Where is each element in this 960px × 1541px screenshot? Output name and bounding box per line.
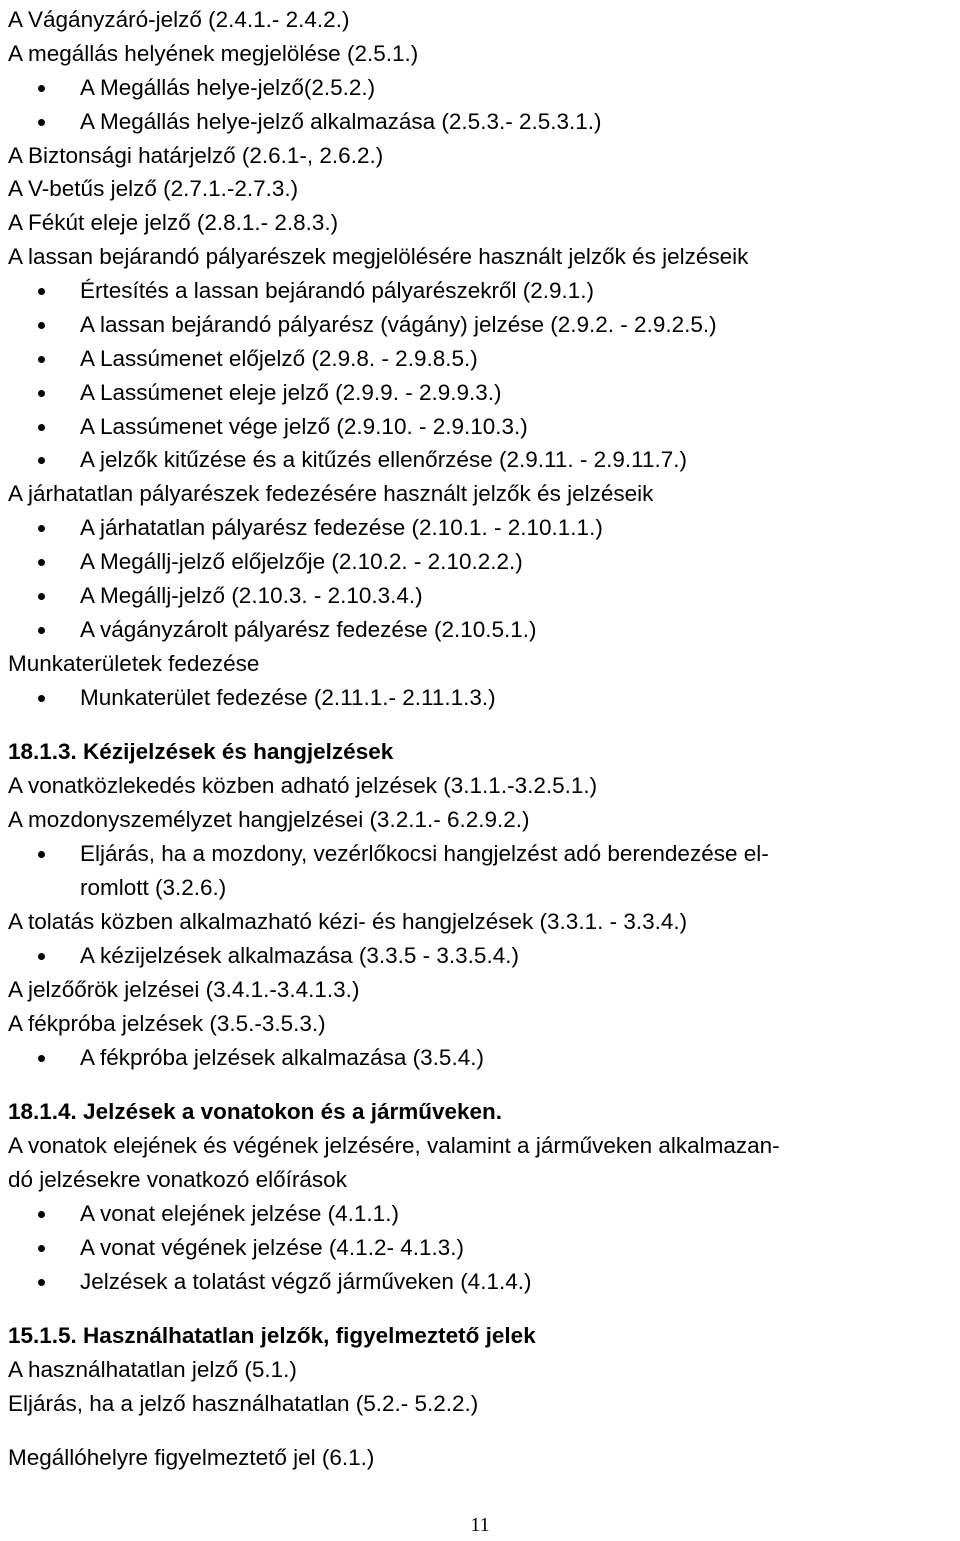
bullet-dot-icon [38,356,45,363]
line-text: Munkaterületek fedezése [8,651,260,676]
text-line [8,1441,952,1475]
bullet-dot-icon [38,424,45,431]
text-line [8,37,952,71]
line-text: A Megállás helye-jelző alkalmazása (2.5.3.- 2.5.3.1.) [80,109,602,134]
line-text: A vonatok elejének és végének jelzésére, valamint a járműveken alkalmazan- [8,1133,780,1158]
line-text: A vágányzárolt pályarész fedezése (2.10.5.1.) [80,617,537,642]
bullet-dot-icon [38,119,45,126]
line-text: 18.1.4. Jelzések a vonatokon és a járműveken. [8,1099,503,1124]
line-text: A fékpróba jelzések alkalmazása (3.5.4.) [80,1045,484,1070]
bullet-dot-icon [38,627,45,634]
text-line [8,905,952,939]
list-item [80,71,952,105]
text-line [8,1353,952,1387]
line-text: Eljárás, ha a jelző használhatatlan (5.2.- 5.2.2.) [8,1391,479,1416]
bullet-dot-icon [38,1279,45,1286]
line-text: A mozdonyszemélyzet hangjelzései (3.2.1.- 6.2.9.2.) [8,807,530,832]
text-line [8,769,952,803]
section-heading [8,1095,952,1129]
bullet-dot-icon [38,525,45,532]
bullet-dot-icon [38,288,45,295]
list-item [80,274,952,308]
bullet-dot-icon [38,953,45,960]
line-text: A járhatatlan pályarész fedezése (2.10.1. - 2.10.1.1.) [80,515,603,540]
line-text: A Lassúmenet eleje jelző (2.9.9. - 2.9.9.3.) [80,380,502,405]
text-line [8,1163,952,1197]
line-text: A vonat végének jelzése (4.1.2- 4.1.3.) [80,1235,464,1260]
line-text: A megállás helyének megjelölése (2.5.1.) [8,41,419,66]
list-item [80,939,952,973]
list-item [80,681,952,715]
line-text: Megállóhelyre figyelmeztető jel (6.1.) [8,1445,375,1470]
line-text: Munkaterület fedezése (2.11.1.- 2.11.1.3.) [80,685,496,710]
text-line [8,240,952,274]
list-item [80,579,952,613]
line-text: A Vágányzáró-jelző (2.4.1.- 2.4.2.) [8,7,350,32]
list-item [80,1265,952,1299]
line-text: Jelzések a tolatást végző járműveken (4.1.4.) [80,1269,532,1294]
line-text: Eljárás, ha a mozdony, vezérlőkocsi hangjelzést adó berendezése el- [80,841,769,866]
text-line [8,172,952,206]
line-text: A tolatás közben alkalmazható kézi- és hangjelzések (3.3.1. - 3.3.4.) [8,909,688,934]
text-line [8,3,952,37]
line-text: A Fékút eleje jelző (2.8.1.- 2.8.3.) [8,210,339,235]
bullet-dot-icon [38,851,45,858]
list-item [80,308,952,342]
line-text: A V-betűs jelző (2.7.1.-2.7.3.) [8,176,299,201]
text-line [8,1007,952,1041]
line-text: A Lassúmenet vége jelző (2.9.10. - 2.9.10.3.) [80,414,528,439]
line-text: dó jelzésekre vonatkozó előírások [8,1167,347,1192]
line-text: 15.1.5. Használhatatlan jelzők, figyelmeztető jelek [8,1323,536,1348]
bullet-dot-icon [38,1055,45,1062]
list-item [80,105,952,139]
line-text: A Megállj-jelző előjelzője (2.10.2. - 2.10.2.2.) [80,549,523,574]
line-text: romlott (3.2.6.) [80,875,227,900]
text-line [8,1129,952,1163]
list-item [80,1041,952,1075]
text-line [8,206,952,240]
list-item [80,443,952,477]
line-text: A Lassúmenet előjelző (2.9.8. - 2.9.8.5.) [80,346,478,371]
text-line [8,973,952,1007]
text-line [8,1387,952,1421]
bullet-dot-icon [38,322,45,329]
line-text: A Megállj-jelző (2.10.3. - 2.10.3.4.) [80,583,423,608]
line-text: A vonat elejének jelzése (4.1.1.) [80,1201,399,1226]
line-text: A vonatközlekedés közben adható jelzések (3.1.1.-3.2.5.1.) [8,773,598,798]
line-text: A járhatatlan pályarészek fedezésére használt jelzők és jelzéseik [8,481,654,506]
bullet-dot-icon [38,593,45,600]
list-item [80,410,952,444]
section-heading [8,1319,952,1353]
list-item-continuation [80,871,952,905]
list-item [80,342,952,376]
bullet-dot-icon [38,85,45,92]
line-text: A jelzők kitűzése és a kitűzés ellenőrzése (2.9.11. - 2.9.11.7.) [80,447,687,472]
list-item [80,1197,952,1231]
bullet-dot-icon [38,1211,45,1218]
line-text: 18.1.3. Kézijelzések és hangjelzések [8,739,394,764]
bullet-dot-icon [38,457,45,464]
text-line [8,139,952,173]
line-text: A jelzőőrök jelzései (3.4.1.-3.4.1.3.) [8,977,360,1002]
list-item [80,613,952,647]
line-text: A fékpróba jelzések (3.5.-3.5.3.) [8,1011,326,1036]
line-text: A használhatatlan jelző (5.1.) [8,1357,297,1382]
line-text: A lassan bejárandó pályarész (vágány) jelzése (2.9.2. - 2.9.2.5.) [80,312,717,337]
list-item [80,1231,952,1265]
line-text: A lassan bejárandó pályarészek megjelölésére használt jelzők és jelzéseik [8,244,749,269]
line-text: A Megállás helye-jelző(2.5.2.) [80,75,376,100]
text-line [8,803,952,837]
bullet-dot-icon [38,559,45,566]
bullet-dot-icon [38,695,45,702]
page-number: 11 [470,1514,490,1536]
list-item [80,837,952,871]
text-line [8,477,952,511]
bullet-dot-icon [38,390,45,397]
line-text: A Biztonsági határjelző (2.6.1-, 2.6.2.) [8,143,384,168]
section-heading [8,735,952,769]
line-text: A kézijelzések alkalmazása (3.3.5 - 3.3.5.4.) [80,943,519,968]
bullet-dot-icon [38,1245,45,1252]
list-item [80,545,952,579]
line-text: Értesítés a lassan bejárandó pályarészekről (2.9.1.) [80,278,595,303]
text-line [8,647,952,681]
list-item [80,376,952,410]
list-item [80,511,952,545]
